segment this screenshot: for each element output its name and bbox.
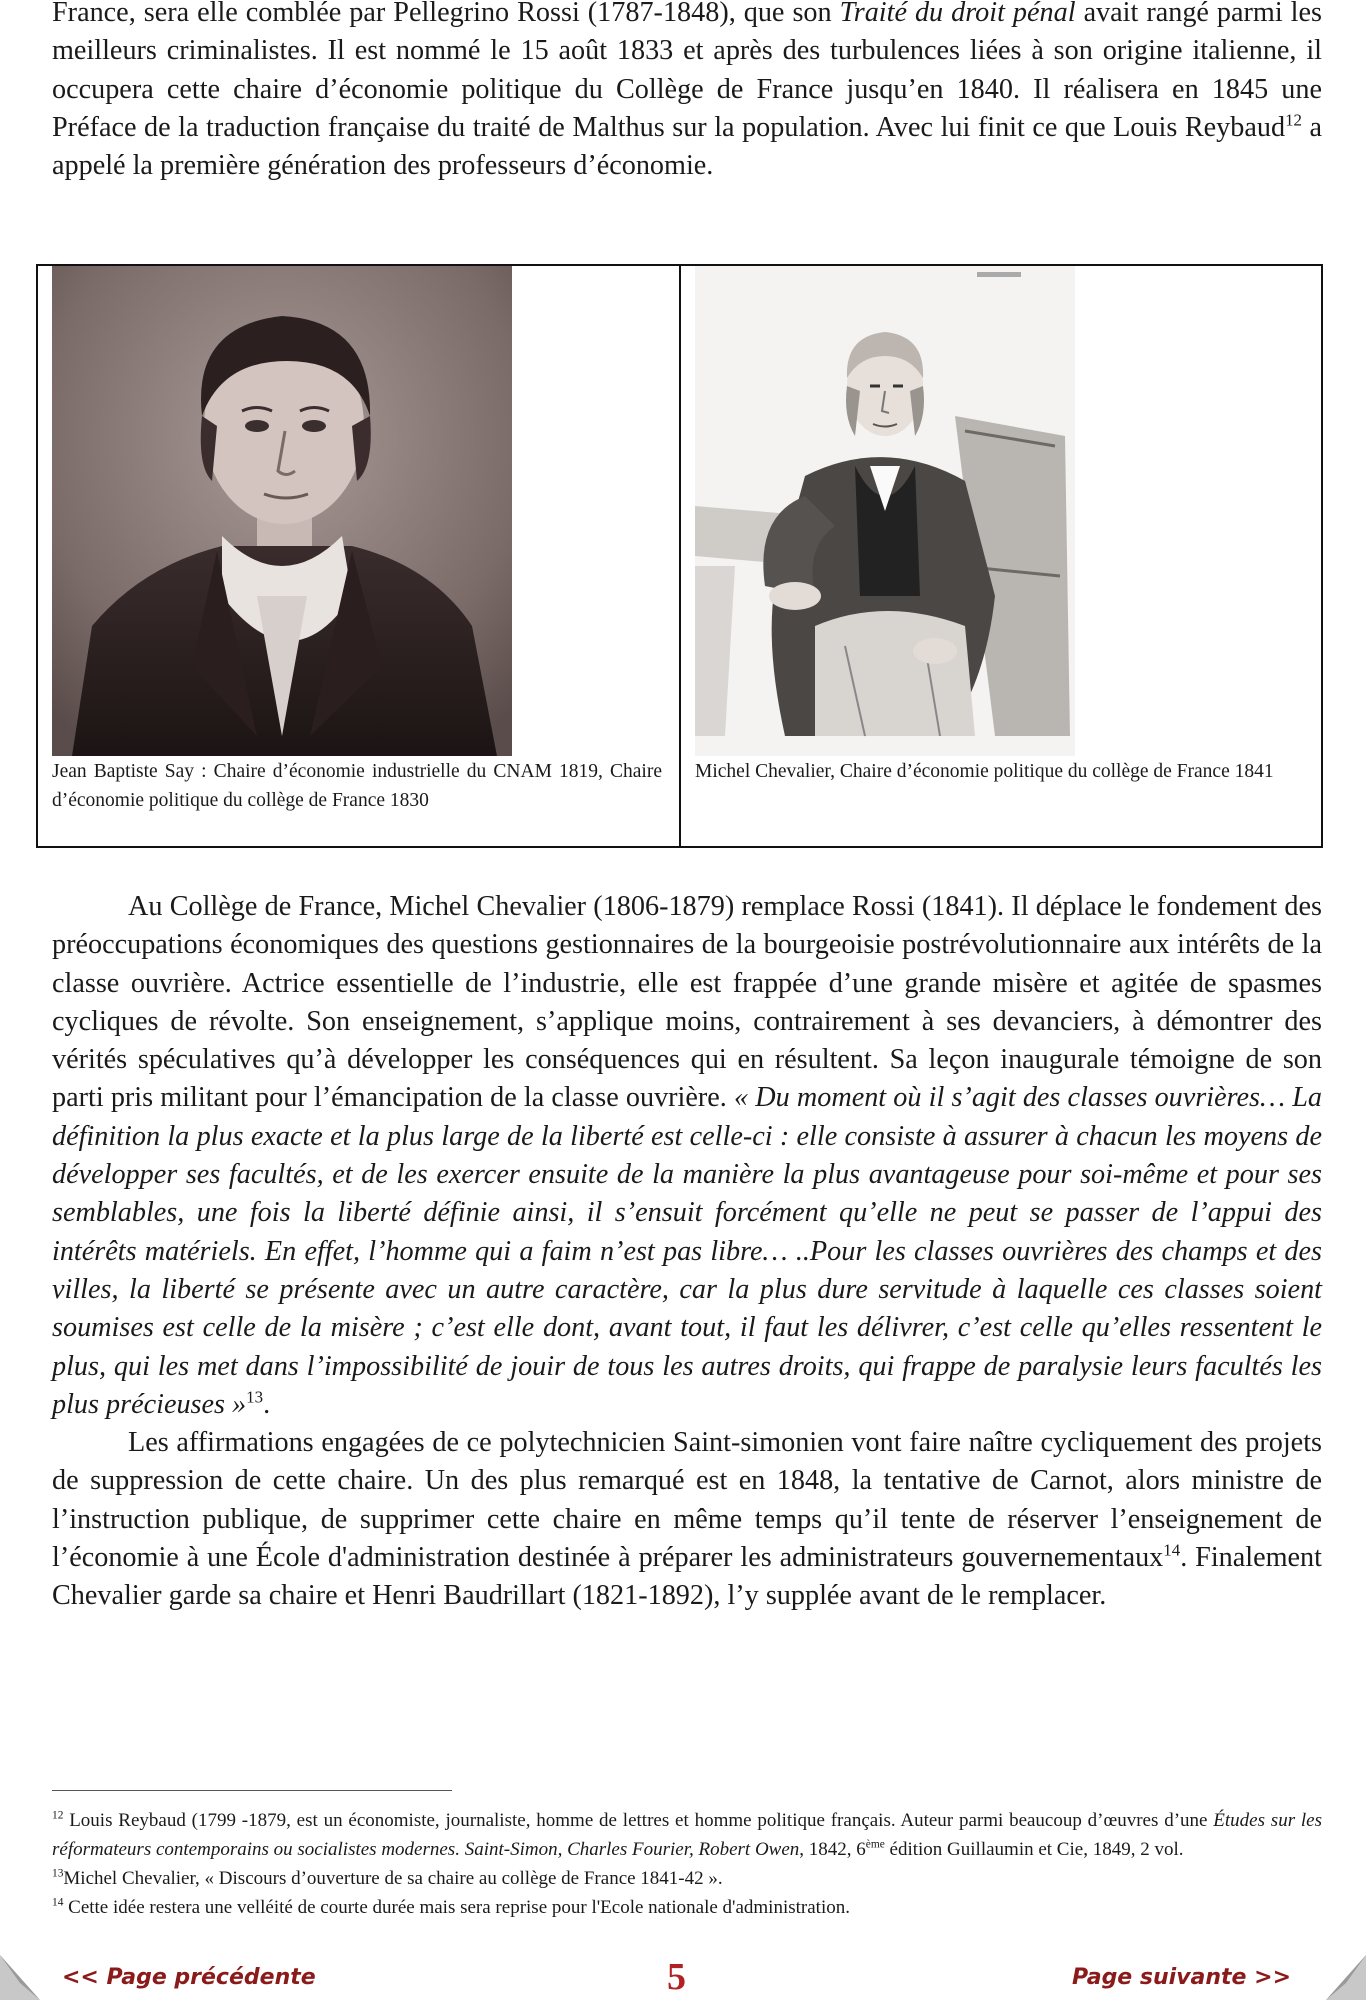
text-run: Au Collège de France, Michel Chevalier (1806-1879) remplace Rossi (1841). Il déplace le fondement des préoccupations économiques des questions gestionnaires de la bourgeoisie postrévolutionnaire aux intérêts de la classe ouvrière. Actrice essentielle de l’industrie, elle est frappée d’une grande misère et agitée de spasmes cycliques de révolte. Son enseignement, s’applique moins, contrairement à ses devanciers, à démontrer des vérités spéculatives qu’à développer les conséquences qui en résultent. Sa leçon inaugurale témoigne de son parti pris militant pour l’émancipation de la classe ouvrière. [52,891,1322,1114]
caption-chevalier: Michel Chevalier, Chaire d’économie politique du collège de France 1841 [695,761,1274,782]
text-run: . [263,1388,271,1420]
page-navigation [0,1955,1366,2000]
top-paragraph-block [52,0,1322,185]
figure-cell-say [38,266,681,846]
page-curl-right-icon [1320,1955,1366,2000]
previous-page-link[interactable]: << Page précédente [62,1965,316,1990]
text-run: a appelé la première génération des professeurs d’économie. [52,111,1323,182]
footnote-number: 13 [52,1867,64,1880]
footnote-ref-14[interactable]: 14 [1163,1540,1181,1560]
page-curl-left-icon [0,1955,46,2000]
book-title: Traité du droit pénal [839,0,1076,28]
page-number: 5 [667,1956,686,1998]
footnotes [52,1806,1322,1922]
next-page-link[interactable]: Page suivante >> [1072,1965,1292,1990]
book-title: Études sur les réformateurs contemporains ou socialistes modernes. Saint-Simon, Charles Fourier, Robert Owen [52,1810,1323,1860]
text-run: Michel Chevalier, « Discours d’ouverture de sa chaire au collège de France 1841-42 ». [63,1868,723,1889]
top-paragraph [52,0,1322,185]
text-run: France, sera elle comblée par Pellegrino Rossi (1787-1848), que son [52,0,840,28]
paragraph-carnot [52,1424,1322,1615]
text-run: . Finalement Chevalier garde sa chaire et Henri Baudrillart (1821-1892), l’y supplée avant de le remplacer. [52,1542,1322,1612]
text-run: Cette idée restera une velléité de courte durée mais sera reprise pour l'Ecole nationale d'administration. [63,1897,850,1918]
footnote-number: 12 [52,1809,64,1822]
footnote-12 [52,1806,1322,1864]
footnote-separator [52,1790,452,1791]
main-text-block [52,888,1322,1616]
chevalier-quote: « Du moment où il s’agit des classes ouvrières… La définition la plus exacte et la plus large de la liberté est celle-ci : elle consiste à assurer à chacun les moyens de développer ses facultés, et de les exercer ensuite de la manière la plus avantageuse pour soi-même et pour ses semblables, une fois la liberté définie ainsi, il s’ensuit forcément qu’elle ne peut se passer de l’appui des intérêts matériels. En effet, l’homme qui a faim n’est pas libre… ..Pour les classes ouvrières des champs et des villes, la liberté se présente avec un autre caractère, car la plus dure servitude à laquelle ces classes soient soumises est celle de la misère ; c’est elle dont, avant tout, il faut les délivrer, c’est celle qu’elles ressentent le plus, qui les met dans l’impossibilité de jouir de tous les autres droits, qui frappe de paralysie leurs facultés les plus précieuses » [52,1082,1322,1420]
footnote-ref-12[interactable]: 12 [1285,110,1302,130]
footnote-number: 14 [52,1896,64,1909]
text-run: Les affirmations engagées de ce polytechnicien Saint-simonien vont faire naître cycliquement des projets de suppression de cette chaire. Un des plus remarqué est en 1848, la tentative de Carnot, alors ministre de l’instruction publique, de supprimer cette chaire en même temps qu’il tente de réserver l’enseignement de l’économie à une École d'administration destinée à préparer les administrateurs gouvernementaux [52,1427,1322,1574]
portrait-jean-baptiste-say [52,266,512,756]
paragraph-chevalier [52,888,1322,1424]
portrait-figure-table [36,264,1323,848]
caption-say: Jean Baptiste Say : Chaire d’économie industrielle du CNAM 1819, Chaire d’économie politique du collège de France 1830 [52,761,662,811]
figure-cell-chevalier [681,266,1321,846]
text-run: édition Guillaumin et Cie, 1849, 2 vol. [884,1839,1184,1860]
text-run: Louis Reybaud (1799 -1879, est un économiste, journaliste, homme de lettres et homme politique français. Auteur parmi beaucoup d’œuvres d’une [63,1810,1214,1831]
edition-superscript: ème [865,1838,885,1851]
portrait-michel-chevalier [695,266,1075,756]
text-run: , 1842, 6 [799,1839,866,1860]
footnote-14 [52,1893,1322,1922]
footnote-13 [52,1864,1322,1893]
footnote-ref-13[interactable]: 13 [246,1387,264,1407]
text-run: avait rangé parmi les meilleurs criminalistes. Il est nommé le 15 août 1833 et après des turbulences liées à son origine italienne, il occupera cette chaire d’économie politique du Collège de France jusqu’en 1840. Il réalisera en 1845 une Préface de la traduction française du traité de Malthus sur la population. Avec lui finit ce que Louis Reybaud [52,0,1322,143]
